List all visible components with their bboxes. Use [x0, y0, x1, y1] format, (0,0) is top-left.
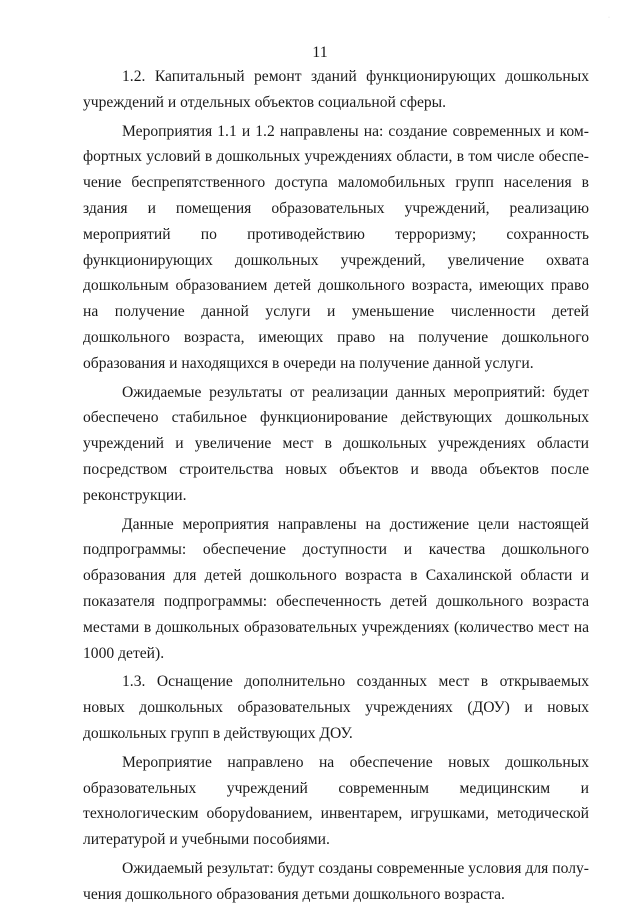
- paragraph-measure-equipment: Мероприятие направлено на обеспечение новых дошкольных образовательных учреждений современным медицинским и технологическим оборуdованием, инвентарем, игрушками, методической литературой и учебными пособиями.: [83, 753, 589, 849]
- page-number: 11: [312, 44, 328, 61]
- document-body: [83, 64, 589, 911]
- paragraph-measures-1-1-1-2: Мероприятия 1.1 и 1.2 направлены на: создание современных и комфортных условий в дошкольных учреждениях области, в том числе обеспечение беспрепятственного доступа маломобильных групп населения в здания и помещения образовательных учреждений, реализацию мероприятий по противодействию терроризму; сохранность функционирующих дошкольных учреждений, увеличение охвата дошкольным образованием детей дошкольного возраста, имеющих право на получение данной услуги и уменьшение численности детей дошкольного возраста, имеющих право на получение дошкольного образования и находящихся в очереди на получение данной услуги.: [83, 122, 589, 372]
- paragraph-item-1-2-heading: 1.2. Капитальный ремонт зданий функционирующих дошкольных учреждений и отдельных объектов социальной сферы.: [83, 68, 589, 111]
- paragraph-expected-results: Ожидаемые результаты от реализации данных мероприятий: будет обеспечено стабильное функционирование действующих дошкольных учреждений и увеличение мест в дошкольных учреждениях области посредством строительства новых объектов и ввода объектов после реконструкции.: [83, 383, 589, 504]
- scan-mark: ·: [608, 15, 610, 21]
- paragraph-item-1-3-heading: 1.3. Оснащение дополнительно созданных мест в открываемых новых дошкольных образовательных учреждениях (ДОУ) и новых дошкольных групп в действующих ДОУ.: [83, 673, 589, 742]
- paragraph-expected-result: Ожидаемый результат: будут созданы современные условия для получения дошкольного образования детьми дошкольного возраста.: [83, 859, 589, 903]
- paragraph-subprogram-goal: Данные мероприятия направлены на достижение цели настоящей подпрограммы: обеспечение доступности и качества дошкольного образования для детей дошкольного возраста в Сахалинской области и показателя подпрограммы: обеспеченность детей дошкольного возраста местами в дошкольных образовательных учреждениях (количество мест на 1000 детей).: [83, 515, 589, 662]
